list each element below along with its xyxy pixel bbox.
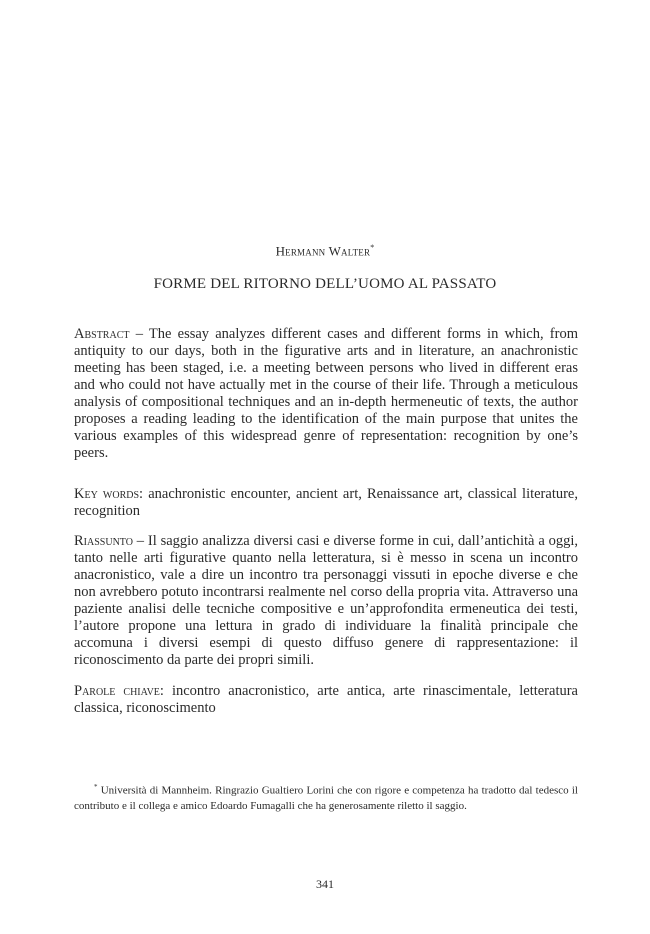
- riassunto-text: – Il saggio analizza diversi casi e diverse forme in cui, dall’antichità a oggi, tanto nelle arti figurative quanto nella letteratura, si è messo in scena un incontro anacronistico, vale a dire un incontro tra personaggi vissuti in epoche diverse e che non avrebbero potuto incontrarsi realmente nel corso della propria vita. Attraverso una paziente analisi delle tecniche compositive e un’approfondita ermeneutica dei testi, l’autore propone una lettura in grado di individuare la finalità principale che accomuna i diversi esempi di questo diffuso genere di rappresentazione: il riconoscimento da parte dei propri simili.: [74, 533, 578, 668]
- keywords-label: Key words: [74, 486, 140, 502]
- author-name-text: Hermann Walter: [275, 243, 371, 259]
- keywords-text: : anachronistic encounter, ancient art, Renaissance art, classical literature, recognition: [74, 486, 578, 519]
- parole-chiave-text: : incontro anacronistico, arte antica, arte rinascimentale, letteratura classica, riconoscimento: [74, 683, 578, 716]
- author-name: [0, 243, 650, 259]
- riassunto-paragraph: [74, 533, 578, 669]
- author-footnote-marker: *: [370, 243, 375, 252]
- page-number: 341: [316, 877, 334, 891]
- article-title: FORME DEL RITORNO DELL’UOMO AL PASSATO: [153, 276, 497, 292]
- footnote-marker: *: [94, 783, 98, 791]
- footnote: [74, 780, 578, 814]
- abstract-text: – The essay analyzes different cases and different forms in which, from antiquity to our days, both in the figurative arts and in literature, an anachronistic meeting has been staged, i.e. a meeting between persons who lived in different eras and who could not have actually met in the course of their life. Through a meticulous analysis of compositional techniques and an in-depth hermeneutic of texts, the author proposes a reading leading to the identification of the main purpose that unites the various examples of this widespread genre of representation: recognition by one’s peers.: [74, 326, 578, 461]
- abstract-paragraph: [74, 326, 578, 462]
- parole-chiave-label: Parole chiave: [74, 683, 160, 699]
- keywords-paragraph: [74, 486, 578, 520]
- parole-chiave-paragraph: [74, 683, 578, 717]
- footnote-text: Università di Mannheim. Ringrazio Gualtiero Lorini che con rigore e competenza ha tradotto dal tedesco il contributo e il collega e amico Edoardo Fumagalli che ha generosamente riletto il saggio.: [74, 784, 578, 812]
- abstract-label: Abstract: [74, 326, 130, 342]
- riassunto-label: Riassunto: [74, 533, 133, 549]
